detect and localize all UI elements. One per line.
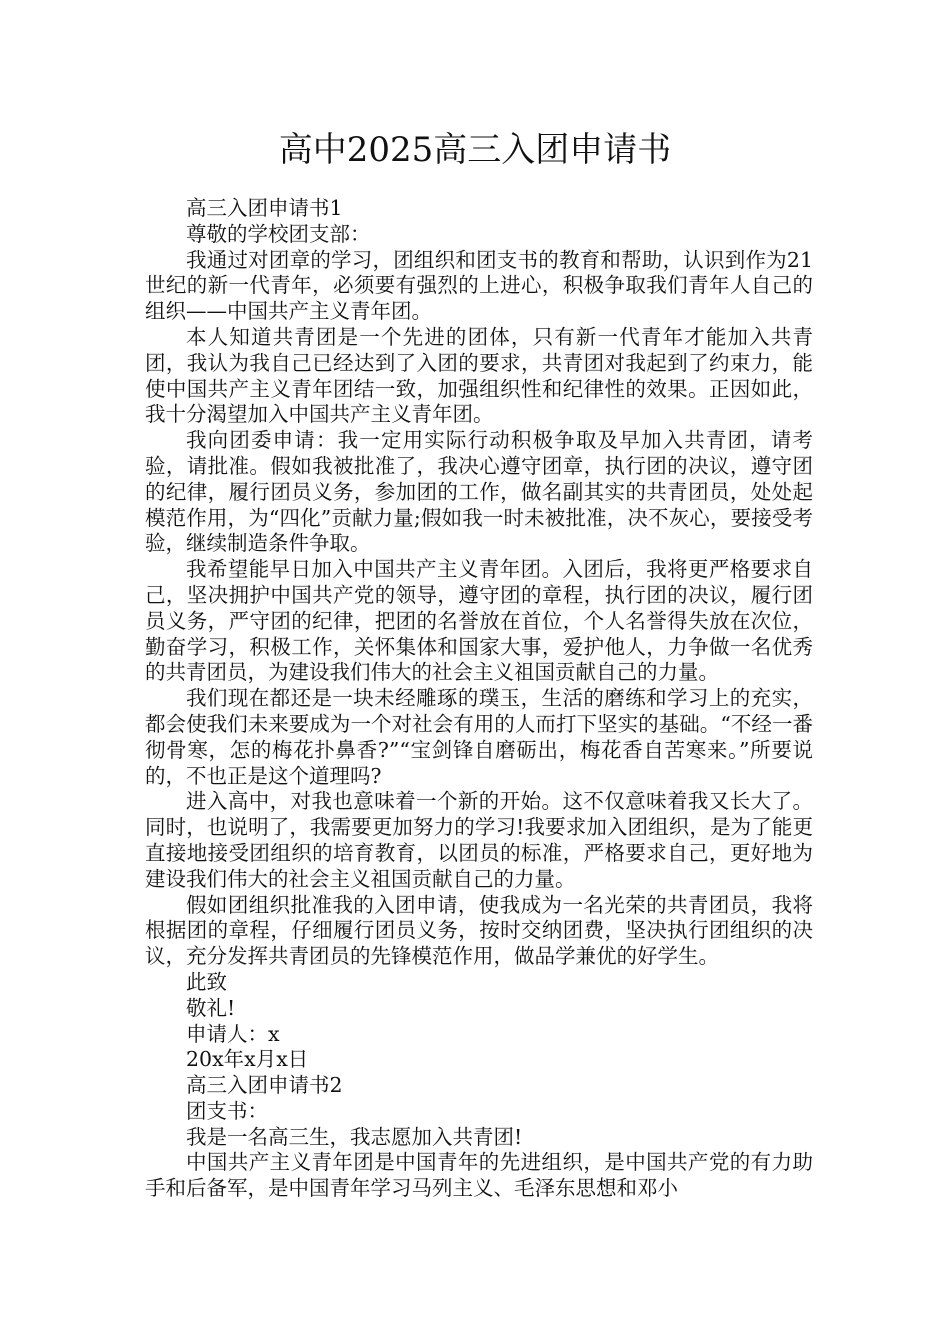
body-paragraph: 我希望能早日加入中国共产主义青年团。入团后，我将更严格要求自己，坚决拥护中国共产党的领导，遵守团的章程，执行团的决议，履行团员义务，严守团的纪律，把团的名誉放在首位，个人名誉得失放在次位，勤奋学习，积极工作，关怀集体和国家大事，爱护他人，力争做一名优秀的共青团员，为建设我们伟大的社会主义祖国贡献自己的力量。 <box>145 557 813 685</box>
document-body <box>145 196 813 1202</box>
body-paragraph: 中国共产主义青年团是中国青年的先进组织，是中国共产党的有力助手和后备军，是中国青年学习马列主义、毛泽东思想和邓小 <box>145 1150 813 1201</box>
date-line: 20x年x月x日 <box>186 1047 309 1072</box>
body-paragraph: 我向团委申请：我一定用实际行动积极争取及早加入共青团，请考验，请批准。假如我被批准了，我决心遵守团章，执行团的决议，遵守团的纪律，履行团员义务，参加团的工作，做名副其实的共青团员，处处起模范作用，为“四化”贡献力量;假如我一时未被批准，决不灰心，要接受考验，继续制造条件争取。 <box>145 428 813 556</box>
section-heading-1: 高三入团申请书1 <box>186 196 343 220</box>
applicant-line: 申请人：x <box>186 1021 280 1046</box>
body-paragraph: 本人知道共青团是一个先进的团体，只有新一代青年才能加入共青团，我认为我自己已经达到了入团的要求，共青团对我起到了约束力，能使中国共产主义青年团结一致，加强组织性和纪律性的效果。正因如此，我十分渴望加入中国共产主义青年团。 <box>145 324 813 427</box>
body-paragraph: 我通过对团章的学习，团组织和团支书的教育和帮助，认识到作为21世纪的新一代青年，必须要有强烈的上进心，积极争取我们青年人自己的组织——中国共产主义青年团。 <box>145 247 813 324</box>
body-paragraph: 我们现在都还是一块未经雕琢的璞玉，生活的磨练和学习上的充实，都会使我们未来要成为一个对社会有用的人而打下坚实的基础。“不经一番彻骨寒，怎的梅花扑鼻香?”“宝剑锋自磨砺出，梅花香自苦寒来。”所要说的，不也正是这个道理吗? <box>145 686 813 788</box>
body-paragraph: 进入高中，对我也意味着一个新的开始。这不仅意味着我又长大了。同时，也说明了，我需要更加努力的学习!我要求加入团组织，是为了能更直接地接受团组织的培育教育，以团员的标准，严格要求自己，更好地为建设我们伟大的社会主义祖国贡献自己的力量。 <box>145 789 813 891</box>
document-title: 高中2025高三入团申请书 <box>278 130 672 170</box>
closing-line: 此致 <box>186 969 227 994</box>
body-paragraph: 假如团组织批准我的入团申请，使我成为一名光荣的共青团员，我将根据团的章程，仔细履行团员义务，按时交纳团费，坚决执行团组织的决议，充分发挥共青团员的先锋模范作用，做品学兼优的好学生。 <box>145 892 813 969</box>
closing-salute: 敬礼! <box>186 995 236 1020</box>
section-heading-2: 高三入团申请书2 <box>186 1073 343 1098</box>
salutation: 尊敬的学校团支部： <box>186 221 371 246</box>
body-paragraph: 我是一名高三生，我志愿加入共青团! <box>186 1124 523 1149</box>
salutation: 团支书： <box>186 1098 268 1123</box>
